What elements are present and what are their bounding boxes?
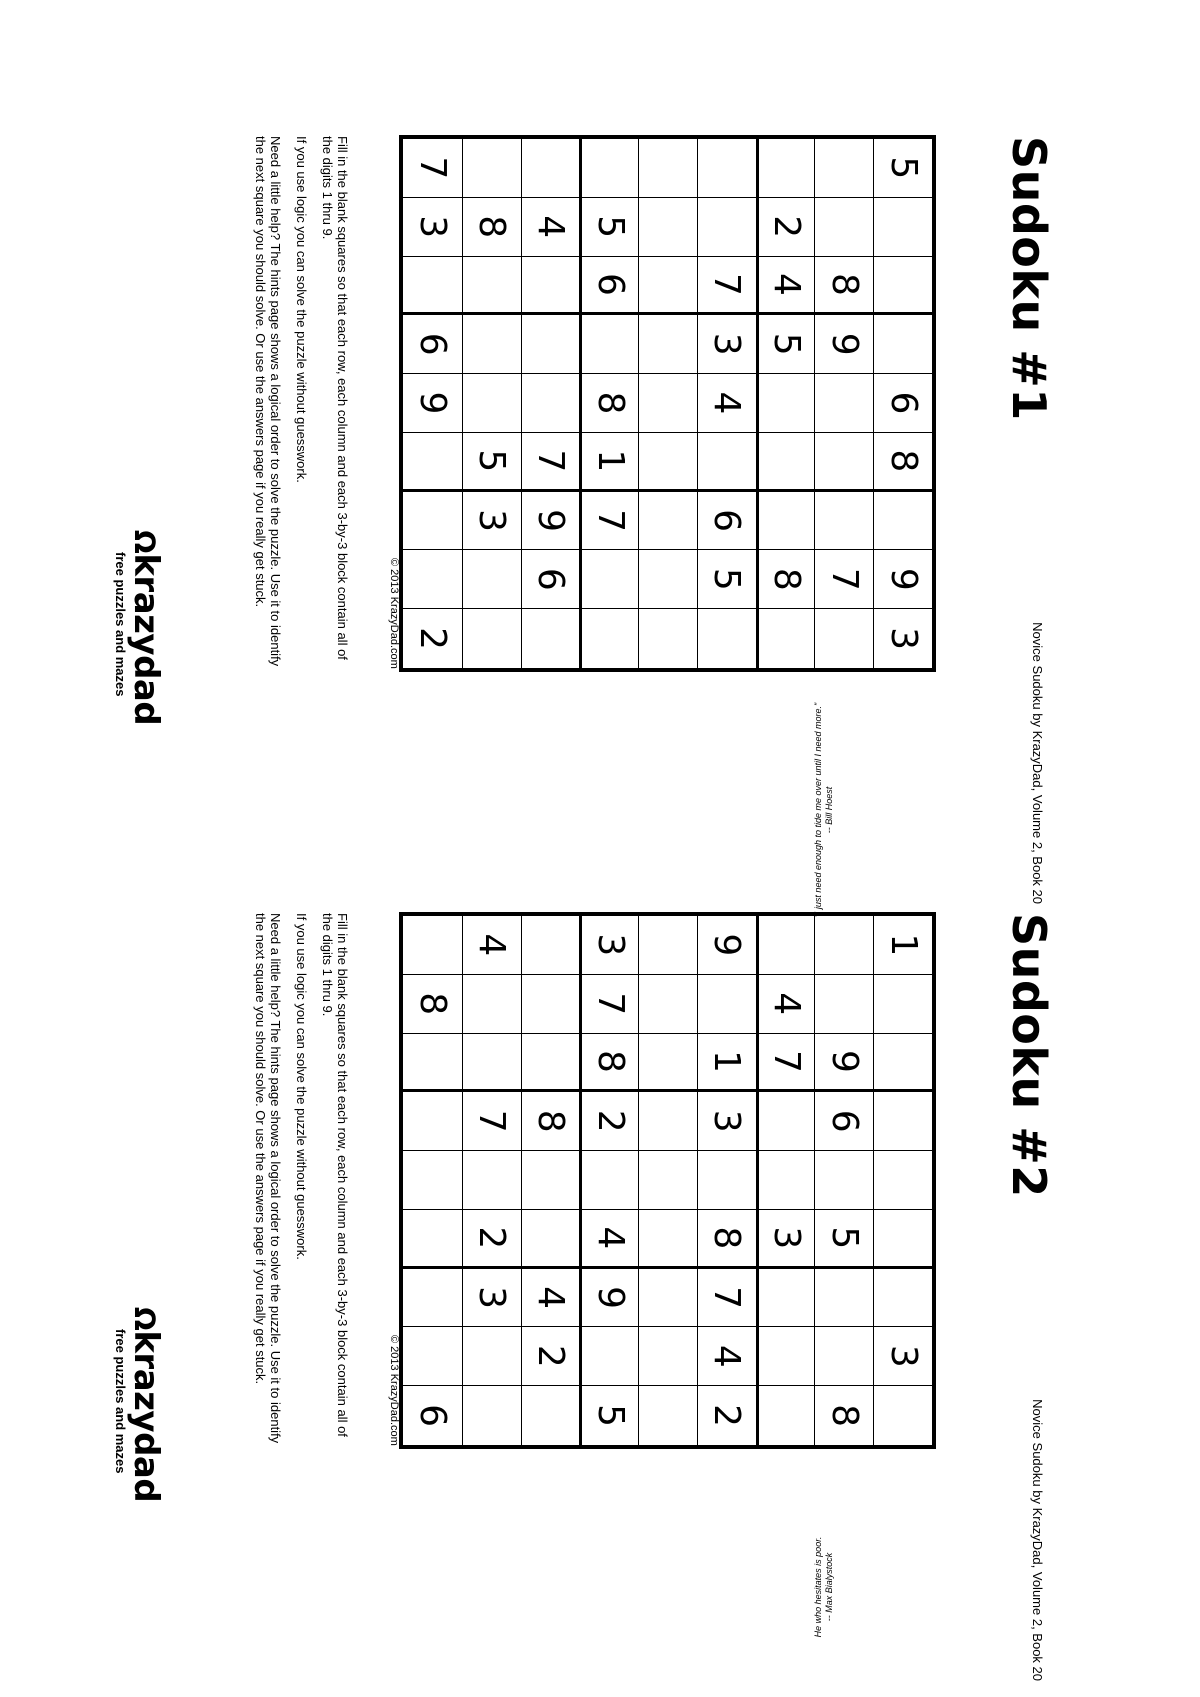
empty-cell[interactable] (756, 1386, 815, 1445)
instruction-rules: Fill in the blank squares so that each row, each column and each 3-by-3 block contain all of the digits 1 thru 9. (320, 136, 350, 660)
empty-cell[interactable] (579, 609, 638, 668)
puzzle-title: Sudoku #1 (1002, 136, 1056, 421)
empty-cell[interactable] (638, 1269, 697, 1328)
given-cell: 9 (521, 492, 580, 551)
given-cell: 4 (462, 916, 521, 975)
sudoku-sheet-1 (113, 128, 1056, 918)
instruction-hints: Need a little help? The hints page shows a logical order to solve the puzzle. Use it to identify the next square you should solve. Or use the answers page if you really get stuck. (253, 136, 283, 667)
empty-cell[interactable] (462, 315, 521, 374)
quote-author: -- Max Bialystock (824, 1552, 834, 1622)
empty-cell[interactable] (873, 257, 932, 316)
logo-brand-text: krazydad (126, 1330, 166, 1503)
given-cell: 6 (697, 492, 756, 551)
empty-cell[interactable] (638, 374, 697, 433)
empty-cell[interactable] (638, 315, 697, 374)
empty-cell[interactable] (462, 609, 521, 668)
empty-cell[interactable] (462, 1151, 521, 1210)
puzzle-title: Sudoku #2 (1002, 913, 1056, 1198)
given-cell: 3 (697, 315, 756, 374)
empty-cell[interactable] (873, 1034, 932, 1093)
empty-cell[interactable] (756, 916, 815, 975)
given-cell: 8 (814, 1386, 873, 1445)
empty-cell[interactable] (579, 1327, 638, 1386)
logo-tagline: free puzzles and mazes (113, 552, 128, 697)
empty-cell[interactable] (403, 1034, 462, 1093)
instruction-logic: If you use logic you can solve the puzzle without guesswork. (294, 913, 309, 1260)
empty-cell[interactable] (579, 139, 638, 198)
given-cell: 3 (873, 1327, 932, 1386)
empty-cell[interactable] (638, 916, 697, 975)
empty-cell[interactable] (638, 198, 697, 257)
given-cell: 7 (579, 492, 638, 551)
given-cell: 4 (521, 1269, 580, 1328)
empty-cell[interactable] (638, 433, 697, 492)
empty-cell[interactable] (579, 550, 638, 609)
quote-author: -- Bill Hoest (824, 786, 834, 834)
empty-cell[interactable] (638, 257, 697, 316)
empty-cell[interactable] (638, 1034, 697, 1093)
empty-cell[interactable] (697, 975, 756, 1034)
sudoku-sheet-2 (113, 905, 1056, 1681)
empty-cell[interactable] (403, 1327, 462, 1386)
given-cell: 4 (756, 257, 815, 316)
given-cell: 4 (697, 374, 756, 433)
given-cell: 8 (403, 975, 462, 1034)
empty-cell[interactable] (521, 257, 580, 316)
given-cell: 7 (462, 1092, 521, 1151)
empty-cell[interactable] (756, 433, 815, 492)
empty-cell[interactable] (756, 1092, 815, 1151)
empty-cell[interactable] (756, 1269, 815, 1328)
empty-cell[interactable] (814, 139, 873, 198)
given-cell: 5 (462, 433, 521, 492)
given-cell: 2 (697, 1386, 756, 1445)
given-cell: 6 (521, 550, 580, 609)
instruction-logic: If you use logic you can solve the puzzle without guesswork. (294, 136, 309, 483)
empty-cell[interactable] (521, 1386, 580, 1445)
given-cell: 8 (579, 374, 638, 433)
empty-cell[interactable] (814, 198, 873, 257)
empty-cell[interactable] (462, 257, 521, 316)
given-cell: 7 (814, 550, 873, 609)
given-cell: 8 (756, 550, 815, 609)
empty-cell[interactable] (521, 374, 580, 433)
logo-tagline: free puzzles and mazes (113, 1329, 128, 1474)
empty-cell[interactable] (521, 1210, 580, 1269)
empty-cell[interactable] (403, 1210, 462, 1269)
empty-cell[interactable] (873, 198, 932, 257)
empty-cell[interactable] (521, 315, 580, 374)
empty-cell[interactable] (521, 1151, 580, 1210)
empty-cell[interactable] (403, 916, 462, 975)
quote (813, 1477, 835, 1697)
given-cell: 2 (756, 198, 815, 257)
sudoku-grid (399, 135, 936, 672)
given-cell: 8 (873, 433, 932, 492)
empty-cell[interactable] (462, 1034, 521, 1093)
given-cell: 4 (579, 1210, 638, 1269)
empty-cell[interactable] (462, 139, 521, 198)
empty-cell[interactable] (638, 609, 697, 668)
given-cell: 1 (873, 916, 932, 975)
empty-cell[interactable] (814, 374, 873, 433)
empty-cell[interactable] (814, 1327, 873, 1386)
instructions (242, 136, 350, 676)
empty-cell[interactable] (756, 1151, 815, 1210)
given-cell: 3 (873, 609, 932, 668)
empty-cell[interactable] (403, 492, 462, 551)
given-cell: 3 (756, 1210, 815, 1269)
empty-cell[interactable] (873, 1092, 932, 1151)
given-cell: 9 (579, 1269, 638, 1328)
given-cell: 9 (814, 315, 873, 374)
logo-ghost-icon: Ω (128, 1307, 161, 1331)
given-cell: 5 (579, 1386, 638, 1445)
given-cell: 2 (411, 627, 453, 651)
empty-cell[interactable] (403, 257, 462, 316)
given-cell: 5 (873, 139, 932, 198)
given-cell: 5 (814, 1210, 873, 1269)
empty-cell[interactable] (638, 1151, 697, 1210)
empty-cell[interactable] (697, 1151, 756, 1210)
given-cell: 6 (579, 257, 638, 316)
empty-cell[interactable] (873, 975, 932, 1034)
given-cell: 8 (521, 1092, 580, 1151)
empty-cell[interactable] (638, 1327, 697, 1386)
empty-cell[interactable] (814, 975, 873, 1034)
empty-cell[interactable] (403, 1269, 462, 1328)
given-cell: 6 (814, 1092, 873, 1151)
given-cell: 9 (403, 374, 462, 433)
empty-cell[interactable] (873, 315, 932, 374)
empty-cell[interactable] (462, 1386, 521, 1445)
empty-cell[interactable] (462, 1327, 521, 1386)
quote (813, 700, 835, 920)
empty-cell[interactable] (756, 139, 815, 198)
krazydad-logo (113, 530, 166, 730)
empty-cell[interactable] (403, 433, 462, 492)
given-cell: 3 (462, 1269, 521, 1328)
given-cell: 3 (403, 198, 462, 257)
given-cell: 6 (403, 315, 462, 374)
given-cell: 4 (697, 1327, 756, 1386)
book-header: Novice Sudoku by KrazyDad, Volume 2, Book 20 (1030, 1399, 1045, 1681)
copyright: © 2013 KrazyDad.com (388, 558, 400, 669)
empty-cell[interactable] (697, 609, 756, 668)
empty-cell[interactable] (873, 1386, 932, 1445)
empty-cell[interactable] (638, 1092, 697, 1151)
empty-cell[interactable] (873, 492, 932, 551)
instructions (242, 913, 350, 1453)
empty-cell[interactable] (814, 916, 873, 975)
logo-brand (126, 1307, 166, 1507)
given-cell: 7 (579, 975, 638, 1034)
empty-cell[interactable] (579, 315, 638, 374)
empty-cell[interactable] (638, 550, 697, 609)
given-cell: 2 (579, 1092, 638, 1151)
given-cell: 4 (521, 198, 580, 257)
given-cell: 5 (579, 198, 638, 257)
instruction-rules: Fill in the blank squares so that each row, each column and each 3-by-3 block contain all of the digits 1 thru 9. (320, 913, 350, 1437)
empty-cell[interactable] (638, 1386, 697, 1445)
given-cell: 4 (756, 975, 815, 1034)
instruction-hints: Need a little help? The hints page shows a logical order to solve the puzzle. Use it to identify the next square you should solve. Or use the answers page if you really get stuck. (253, 913, 283, 1444)
copyright: © 2013 KrazyDad.com (388, 1335, 400, 1446)
empty-cell[interactable] (814, 609, 873, 668)
empty-cell[interactable] (814, 1151, 873, 1210)
given-cell: 6 (873, 374, 932, 433)
given-cell: 2 (521, 1327, 580, 1386)
given-cell: 7 (697, 257, 756, 316)
logo-brand-text: krazydad (126, 553, 166, 726)
empty-cell[interactable] (638, 1210, 697, 1269)
sudoku-grid (399, 912, 936, 1449)
empty-cell[interactable] (756, 609, 815, 668)
given-cell: 1 (579, 433, 638, 492)
empty-cell[interactable] (462, 374, 521, 433)
given-cell: 5 (756, 315, 815, 374)
empty-cell[interactable] (521, 609, 580, 668)
empty-cell[interactable] (462, 550, 521, 609)
empty-cell[interactable] (638, 492, 697, 551)
given-cell: 7 (521, 433, 580, 492)
logo-brand (126, 530, 166, 730)
given-cell: 5 (697, 550, 756, 609)
empty-cell[interactable] (697, 139, 756, 198)
empty-cell[interactable] (814, 492, 873, 551)
empty-cell[interactable] (403, 1092, 462, 1151)
empty-cell[interactable] (521, 975, 580, 1034)
empty-cell[interactable] (873, 1151, 932, 1210)
empty-cell[interactable] (873, 1210, 932, 1269)
empty-cell[interactable] (814, 433, 873, 492)
given-cell: 9 (697, 916, 756, 975)
given-cell: 6 (411, 1404, 453, 1428)
empty-cell[interactable] (756, 374, 815, 433)
empty-cell[interactable] (638, 975, 697, 1034)
empty-cell[interactable] (697, 198, 756, 257)
given-cell: 2 (462, 1210, 521, 1269)
given-cell: 1 (697, 1034, 756, 1093)
empty-cell[interactable] (521, 139, 580, 198)
logo-ghost-icon: Ω (128, 530, 161, 554)
empty-cell[interactable] (814, 1269, 873, 1328)
empty-cell[interactable] (403, 1151, 462, 1210)
empty-cell[interactable] (403, 550, 462, 609)
empty-cell[interactable] (638, 139, 697, 198)
given-cell: 3 (462, 492, 521, 551)
given-cell: 3 (579, 916, 638, 975)
empty-cell[interactable] (579, 1151, 638, 1210)
empty-cell[interactable] (521, 1034, 580, 1093)
given-cell: 7 (697, 1269, 756, 1328)
given-cell: 8 (814, 257, 873, 316)
given-cell: 9 (814, 1034, 873, 1093)
empty-cell[interactable] (697, 433, 756, 492)
book-header: Novice Sudoku by KrazyDad, Volume 2, Book 20 (1030, 622, 1045, 904)
empty-cell[interactable] (756, 1327, 815, 1386)
empty-cell[interactable] (462, 975, 521, 1034)
given-cell: 8 (697, 1210, 756, 1269)
given-cell: 8 (579, 1034, 638, 1093)
given-cell: 7 (756, 1034, 815, 1093)
empty-cell[interactable] (521, 916, 580, 975)
given-cell: 9 (873, 550, 932, 609)
krazydad-logo (113, 1307, 166, 1507)
given-cell: 8 (462, 198, 521, 257)
quote-text: He who hesitates is poor. (813, 1536, 823, 1638)
empty-cell[interactable] (756, 492, 815, 551)
empty-cell[interactable] (873, 1269, 932, 1328)
given-cell: 7 (403, 139, 462, 198)
quote-text: "I just need enough to tide me over until I need more." (813, 702, 823, 918)
given-cell: 3 (697, 1092, 756, 1151)
